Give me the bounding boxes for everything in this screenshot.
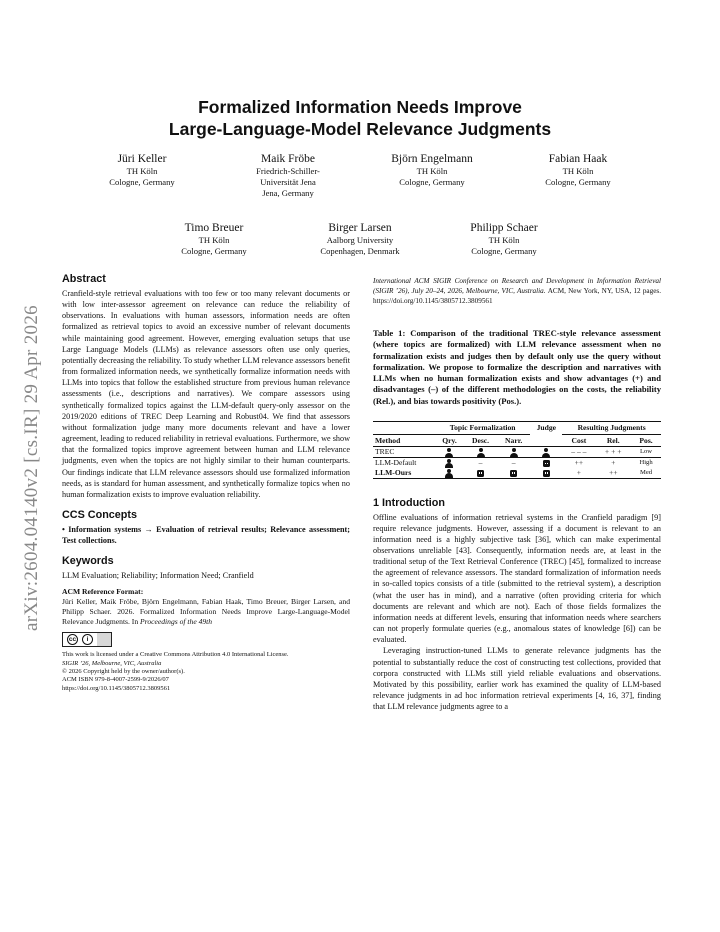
- author-location: Cologne, Germany: [181, 246, 247, 257]
- author-location: Jena, Germany: [262, 188, 314, 199]
- col-judge: [530, 434, 562, 447]
- license-text: [62, 651, 350, 693]
- author-block: [352, 152, 512, 188]
- license-copyright: © 2026 Copyright held by the owner/author(s).: [62, 668, 185, 676]
- human-icon: [445, 469, 453, 478]
- author-name: Philipp Schaer: [470, 222, 538, 234]
- table-caption: Table 1: Comparison of the traditional TREC-style relevance assessment (where topics are formalized) with LLM relevance assessment when no formalization exists and judges then by default only use the query without formalization. We propose to formalize the description and narratives with LLMs when no human formalization exists and show advantages (+) and disadvantages (–) of the different methodologies on the costs, the reliability (Rel.), and bias towards positivity (Pos.).: [373, 328, 661, 406]
- group-judge: Judge: [536, 423, 557, 433]
- group-topic-formalization: Topic Formalization: [435, 422, 530, 435]
- table-row: [373, 458, 661, 468]
- license-line: This work is licensed under a Creative Commons Attribution 4.0 International License.: [62, 651, 289, 659]
- paper-title: [0, 96, 720, 140]
- title-line-1: Formalized Information Needs Improve: [198, 97, 522, 117]
- license-doi-link[interactable]: https://doi.org/10.1145/3805712.3809561: [62, 684, 171, 692]
- narrative-cell: –: [511, 458, 516, 468]
- author-name: Birger Larsen: [328, 222, 392, 234]
- author-name: Jüri Keller: [117, 153, 167, 165]
- robot-icon: [542, 459, 551, 467]
- author-name: Timo Breuer: [184, 222, 244, 234]
- human-icon: [510, 448, 518, 457]
- author-block: [280, 221, 440, 257]
- author-location: Cologne, Germany: [545, 177, 611, 188]
- acm-reference-italic: Proceedings of the 49th: [140, 616, 213, 626]
- left-column: [62, 273, 350, 693]
- human-icon: [542, 448, 550, 457]
- author-location: Cologne, Germany: [399, 177, 465, 188]
- abstract-text: Cranfield-style retrieval evaluations with too few or too many relevant documents or with low inter-assessor agreement on relevance can reduce the reliability of observations. In evaluations with human assessors, information needs are often formalized as retrieval topics to avoid an excessive number of relevant documents while maintaining good agreement. However, emerging evaluation setups that use Large Language Models (LLMs) as relevance assessors often use only queries, potentially decreasing the reliability. To study whether LLM relevance assessors benefit from formalized information needs, we synthetically formalize information needs with LLMs into topics that follow the established structure from previous human relevance assessments (i.e., descriptions and narratives). We compare assessors using synthetically formalized topics against the LLM-default query-only assessor on the 2019/2020 editions of TREC Deep Learning and Robust04. We find that assessors without formalization judge many more documents relevant and have a lower agreement, leading to reduced reliability in retrieval evaluations. Furthermore, we show that the formalized topics improve agreement between human and LLM relevance judgments, even when the topics are not highly similar to their human counterparts. Our findings indicate that LLM relevance assessors should use formalized information needs, as is standard for human assessment, and synthetically formalize topics when no human formalization exists to improve evaluation reliability.: [62, 289, 350, 499]
- author-affiliation: Universität Jena: [260, 177, 316, 188]
- abstract-heading: Abstract: [62, 273, 106, 285]
- keywords-heading: Keywords: [62, 555, 114, 568]
- description-cell: –: [478, 458, 483, 468]
- group-resulting-judgments: Resulting Judgments: [562, 422, 661, 435]
- by-attribution-icon: i: [82, 634, 93, 645]
- human-icon: [445, 459, 453, 468]
- author-location: Cologne, Germany: [471, 246, 537, 257]
- author-name: Fabian Haak: [548, 153, 608, 165]
- table-row: [373, 447, 661, 458]
- author-block: [134, 221, 294, 257]
- right-column: [373, 276, 661, 712]
- ccs-rest: ; Relevance assessment; Test collections.: [62, 524, 350, 546]
- method-cell: LLM-Default: [375, 458, 417, 468]
- author-block: [424, 221, 584, 257]
- table-row: [373, 468, 661, 478]
- human-icon: [445, 448, 453, 457]
- cost-cell: – – –: [562, 447, 595, 458]
- author-block: [62, 152, 222, 188]
- conference-italic: International ACM SIGIR Conference on Research and Development in Information Retrieval (SIGIR ’26), July 20–24, 2026, Melbourne, VIC, Australia.: [373, 277, 661, 295]
- reliability-cell: +: [611, 458, 616, 468]
- method-cell: LLM-Ours: [373, 468, 435, 478]
- col-query: Qry.: [435, 434, 464, 447]
- badge-bar: [97, 633, 111, 646]
- col-reliability: Rel.: [595, 434, 631, 447]
- reliability-cell: ++: [595, 468, 631, 478]
- ccs-bold: • Information systems → Evaluation of retrieval results: [62, 524, 265, 534]
- keywords-text: LLM Evaluation; Reliability; Information Need; Cranfield: [62, 571, 254, 581]
- positivity-cell: Low: [631, 447, 661, 458]
- author-block: [498, 152, 658, 188]
- conference-publisher: ACM, New York, NY, USA, 12 pages. https://doi.org/10.1145/3805712.3809561: [373, 287, 661, 305]
- intro-paragraph: Leveraging instruction-tuned LLMs to generate relevance judgments has the potential to substantially reduce the cost of constructing test collections, provided that corpora constructed with LLMs still yield reliable evaluations and observations. Motivated by this possibility, earlier work has examined the quality of LLM-based relevance judgments in ad hoc information retrieval experiments [4, 16, 37], finding that LLM relevance judgments agree to a: [373, 646, 661, 712]
- cost-cell: ++: [574, 458, 584, 468]
- cost-cell: +: [562, 468, 595, 478]
- col-description: Desc.: [464, 434, 497, 447]
- author-affiliation: TH Köln: [198, 235, 230, 245]
- introduction-heading: 1 Introduction: [373, 496, 445, 509]
- author-location: Copenhagen, Denmark: [320, 246, 400, 257]
- positivity-cell: High: [639, 459, 653, 467]
- conference-info: [373, 276, 661, 306]
- robot-icon: [542, 469, 551, 477]
- acm-reference-body: Jüri Keller, Maik Fröbe, Björn Engelmann, Fabian Haak, Timo Breuer, Birger Larsen, and Philipp Schaer. 2026. Formalized Information Needs Improve Large-Language-Model Relevance Judgments. In: [62, 597, 350, 626]
- author-affiliation: Aalborg University: [326, 235, 394, 245]
- acm-reference-heading: ACM Reference Format:: [62, 587, 144, 597]
- ccs-heading: CCS Concepts: [62, 508, 137, 521]
- author-name: Maik Fröbe: [261, 153, 315, 165]
- intro-paragraph: Offline evaluations of information retrieval systems in the Cranfield paradigm [9] require relevance judgments. However, assessing if a document is relevant to an information need is a highly subjective task [36], which can make experimental observations unreliable [43]. Consequently, information needs are, at least in the traditional setup of the Text Retrieval Conference (TREC) [45], formalized to increase the agreement of relevance assessors. The standard formalization of information needs in so-called topics consists of a title (submitted to the retrieval system), a description (what the user has in mind), and a narrative (often providing criteria for which documents are relevant and which are not). Each of those fields formalizes the information needs at different levels, ensuring that information needs where searchers can not properly formulate queries (e.g., anomalous states of knowledge [6]) can be evaluated.: [373, 512, 661, 645]
- comparison-table: [373, 421, 661, 478]
- header-spacer: [373, 422, 435, 435]
- human-icon: [477, 448, 485, 457]
- robot-icon: [476, 469, 485, 477]
- title-line-2: Large-Language-Model Relevance Judgments: [168, 119, 552, 139]
- author-location: Cologne, Germany: [109, 177, 175, 188]
- license-venue: SIGIR ’26, Melbourne, VIC, Australia: [62, 659, 162, 667]
- author-affiliation: TH Köln: [126, 166, 158, 176]
- robot-icon: [509, 469, 518, 477]
- method-cell: TREC: [373, 447, 435, 458]
- col-positivity: Pos.: [631, 434, 661, 447]
- author-affiliation: Friedrich-Schiller-: [256, 166, 320, 176]
- col-method: Method: [373, 434, 435, 447]
- arxiv-identifier: arXiv:2604.04140v2 [cs.IR] 29 Apr 2026: [21, 305, 42, 631]
- ccs-text: [62, 524, 350, 546]
- positivity-cell: Med: [631, 468, 661, 478]
- author-affiliation: TH Köln: [562, 166, 594, 176]
- license-isbn: ACM ISBN 979-8-4007-2599-9/2026/07: [62, 676, 169, 684]
- col-narrative: Narr.: [497, 434, 530, 447]
- reliability-cell: + + +: [595, 447, 631, 458]
- author-affiliation: TH Köln: [416, 166, 448, 176]
- col-cost: Cost: [562, 434, 595, 447]
- cc-by-license-badge[interactable]: [62, 632, 112, 647]
- author-affiliation: TH Köln: [488, 235, 520, 245]
- acm-reference-text: [62, 597, 350, 626]
- author-name: Björn Engelmann: [391, 153, 473, 165]
- cc-icon: cc: [67, 634, 78, 645]
- author-block: [208, 152, 368, 200]
